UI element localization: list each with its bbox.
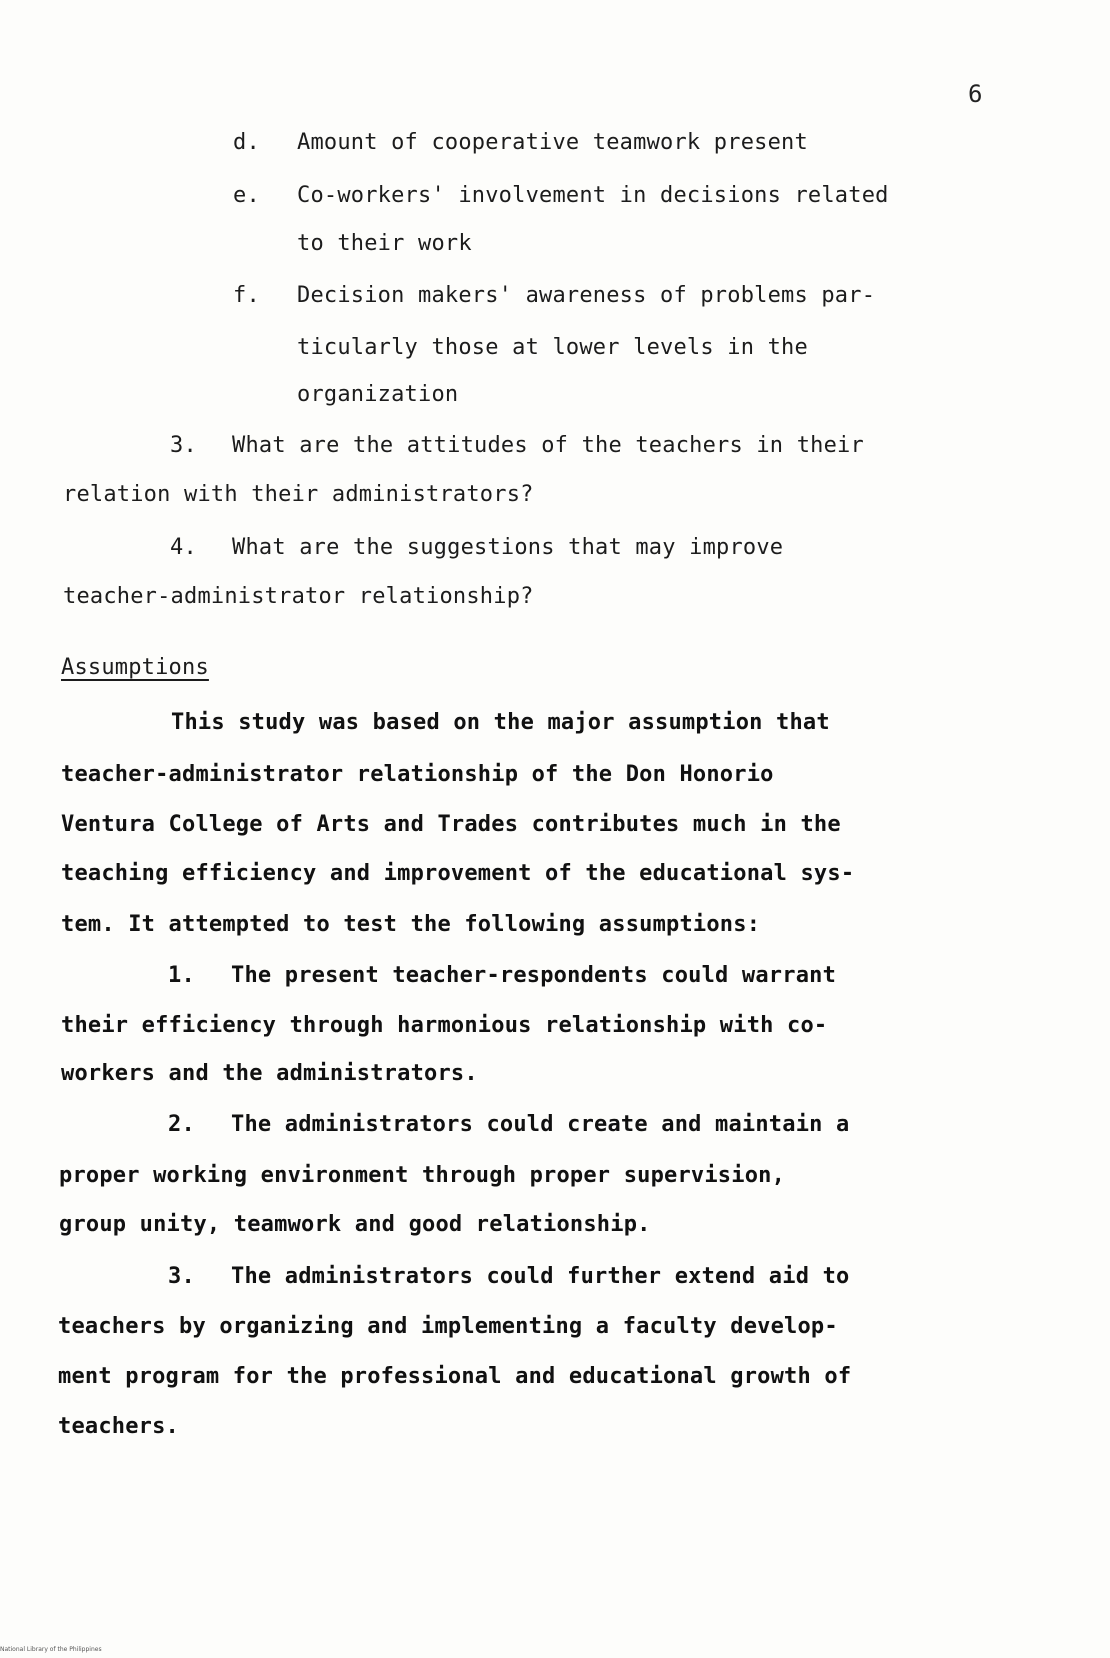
question-3-line-2: relation with their administrators? [63, 482, 534, 507]
assumption-1-marker: 1. [168, 963, 195, 988]
question-4-line-2: teacher-administrator relationship? [63, 584, 534, 609]
question-4-marker: 4. [170, 535, 197, 560]
assumption-3-line-1: The administrators could further extend aid to [231, 1264, 850, 1289]
item-d-line-1: Amount of cooperative teamwork present [297, 130, 808, 155]
item-d-marker: d. [233, 130, 260, 155]
intro-line-1: This study was based on the major assumption that [171, 710, 830, 735]
scan-footer: National Library of the Philippines [0, 1646, 102, 1653]
intro-line-3: Ventura College of Arts and Trades contributes much in the [61, 812, 841, 837]
assumption-3-line-2: teachers by organizing and implementing a faculty develop- [58, 1314, 838, 1339]
assumption-2-line-2: proper working environment through proper supervision, [59, 1163, 786, 1188]
item-f-line-1: Decision makers' awareness of problems par- [297, 283, 876, 308]
question-3-line-1: What are the attitudes of the teachers in their [232, 433, 864, 458]
item-e-line-2: to their work [297, 231, 472, 256]
intro-line-5: tem. It attempted to test the following assumptions: [61, 912, 761, 937]
item-f-line-3: organization [297, 382, 459, 407]
assumption-1-line-2: their efficiency through harmonious relationship with co- [61, 1013, 828, 1038]
assumption-2-marker: 2. [168, 1112, 195, 1137]
page-number: 6 [968, 80, 983, 108]
intro-line-2: teacher-administrator relationship of the Don Honorio [61, 762, 774, 787]
item-f-marker: f. [233, 283, 260, 308]
question-3-marker: 3. [170, 433, 197, 458]
assumption-2-line-1: The administrators could create and maintain a [231, 1112, 850, 1137]
assumption-1-line-1: The present teacher-respondents could warrant [231, 963, 837, 988]
section-heading-assumptions: Assumptions [61, 655, 209, 680]
assumption-2-line-3: group unity, teamwork and good relationship. [59, 1212, 651, 1237]
question-4-line-1: What are the suggestions that may improve [232, 535, 784, 560]
assumption-3-marker: 3. [168, 1264, 195, 1289]
intro-line-4: teaching efficiency and improvement of the educational sys- [61, 861, 855, 886]
assumption-3-line-4: teachers. [58, 1414, 180, 1439]
assumption-3-line-3: ment program for the professional and educational growth of [58, 1364, 852, 1389]
item-e-marker: e. [233, 183, 260, 208]
assumption-1-line-3: workers and the administrators. [61, 1061, 478, 1086]
item-f-line-2: ticularly those at lower levels in the [297, 335, 808, 360]
item-e-line-1: Co-workers' involvement in decisions related [297, 183, 889, 208]
